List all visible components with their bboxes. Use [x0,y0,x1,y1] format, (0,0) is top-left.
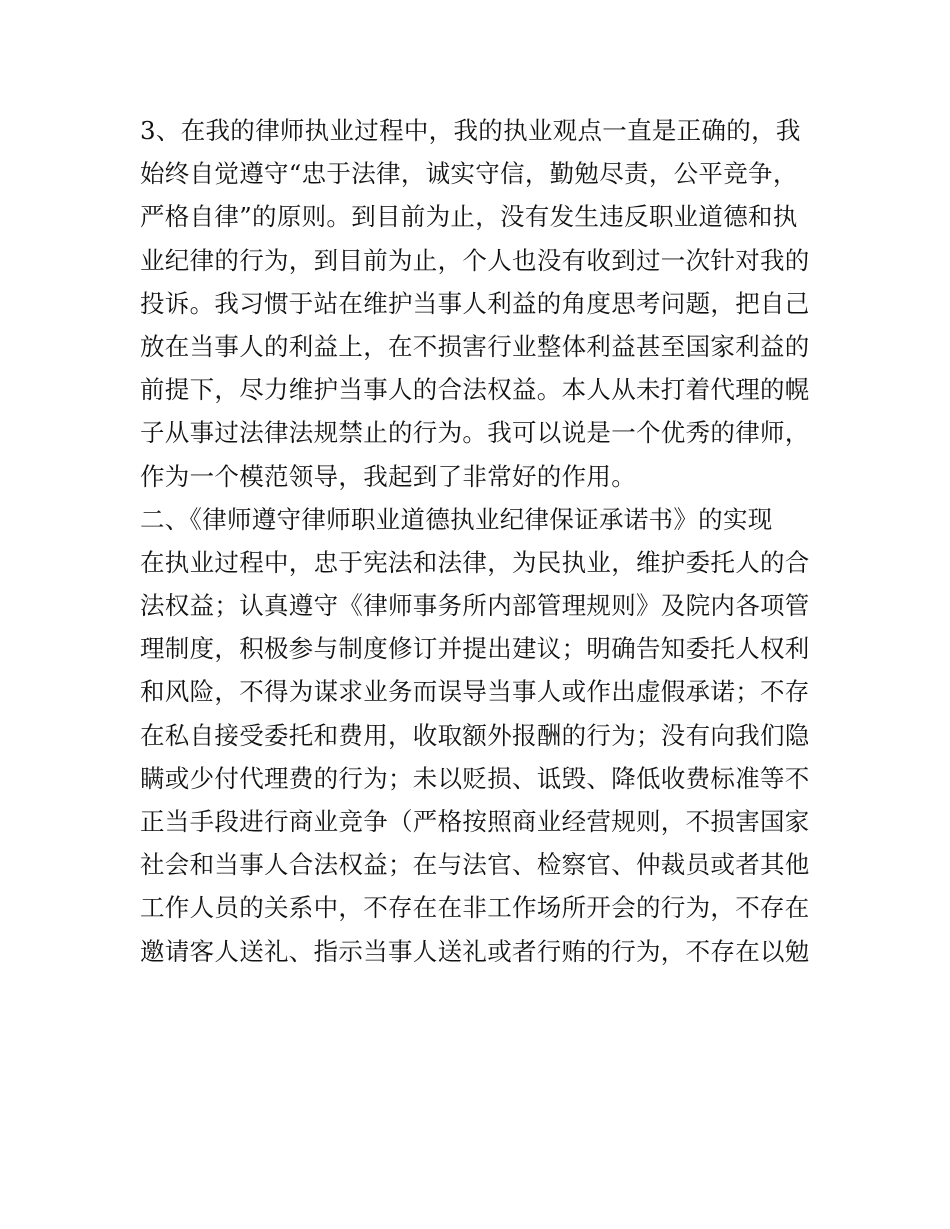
body-text [140,109,820,973]
text-line-19: 工作人员的关系中，不存在在非工作场所开会的行为，不存在 [140,893,810,923]
text-line-15: 在私自接受委托和费用，收取额外报酬的行为；没有向我们隐 [140,720,810,750]
text-line-2: 始终自觉遵守“忠于法律，诚实守信，勤勉尽责，公平竞争， [140,159,798,189]
text-line-9: 作为一个模范领导，我起到了非常好的作用。 [140,461,636,491]
text-line-8: 子从事过法律法规禁止的行为。我可以说是一个优秀的律师， [140,418,810,448]
text-line-20: 邀请客人送礼、指示当事人送礼或者行贿的行为，不存在以勉 [140,936,810,966]
text-line-16: 瞒或少付代理费的行为；未以贬损、诋毁、降低收费标准等不 [140,763,810,793]
text-line-7: 前提下，尽力维护当事人的合法权益。本人从未打着代理的幌 [140,375,810,405]
text-line-17: 正当手段进行商业竞争（严格按照商业经营规则，不损害国家 [140,807,810,836]
text-line-5: 投诉。我习惯于站在维护当事人利益的角度思考问题，把自己 [140,288,810,318]
text-line-14: 和风险，不得为谋求业务而误导当事人或作出虚假承诺；不存 [140,677,810,707]
section-heading: 二、《律师遵守律师职业道德执业纪律保证承诺书》的实现 [140,504,773,534]
text-line-1: 3、在我的律师执业过程中，我的执业观点一直是正确的，我 [140,116,801,145]
text-line-13: 理制度，积极参与制度修订并提出建议；明确告知委托人权利 [140,634,810,664]
text-line-12: 法权益；认真遵守《律师事务所内部管理规则》及院内各项管 [140,591,810,621]
text-line-6: 放在当事人的利益上，在不损害行业整体利益甚至国家利益的 [140,331,810,361]
text-line-4: 业纪律的行为，到目前为止，个人也没有收到过一次针对我的 [140,245,810,275]
text-line-11: 在执业过程中，忠于宪法和法律，为民执业，维护委托人的合 [140,547,810,577]
text-line-18: 社会和当事人合法权益；在与法官、检察官、仲裁员或者其他 [140,850,810,880]
text-line-3: 严格自律”的原则。到目前为止，没有发生违反职业道德和执 [140,202,798,232]
